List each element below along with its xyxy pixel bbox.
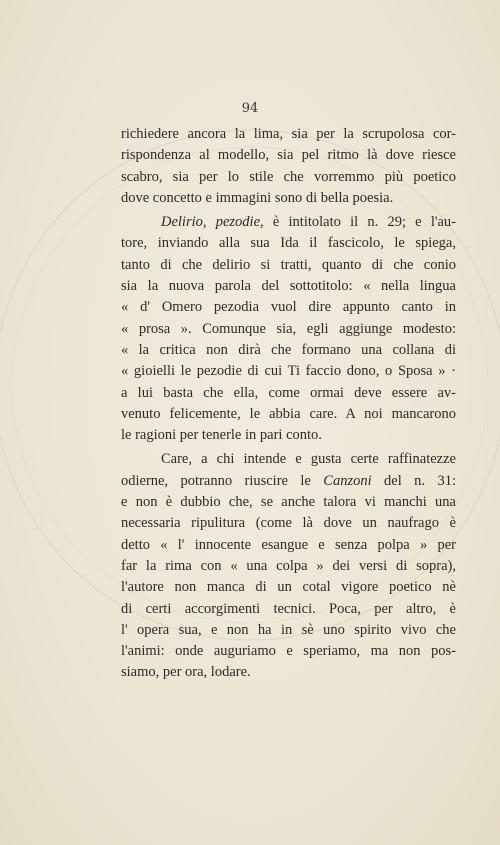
text-line: [121, 319, 456, 340]
text-run: siamo, per ora, lodare.: [121, 664, 251, 681]
text-run: tore, inviando alla sua Ida il fascicolo, le spiega,: [121, 235, 456, 252]
text-run: « gioielli le pezodie di cui Ti faccio dono, o Sposa » ·: [121, 363, 456, 380]
text-run: necessaria ripulitura (come là dove un naufrago è: [121, 515, 456, 532]
text-line: [121, 124, 456, 145]
paragraph: [121, 124, 456, 209]
italic-text: Delirio, pezodie,: [161, 214, 264, 231]
text-run: detto « l' innocente esangue e senza polpa » per: [121, 536, 456, 553]
text-line: [121, 145, 456, 166]
text-run: venuto felicemente, le abbia care. A noi mancarono: [121, 405, 456, 422]
paragraph: [121, 449, 456, 683]
text-run: rispondenza al modello, sia pel ritmo là dove riesce: [121, 147, 456, 164]
text-line: [121, 577, 456, 598]
text-line: [121, 212, 456, 233]
text-run: le ragioni per tenerle in pari conto.: [121, 427, 322, 444]
text-line: [121, 662, 456, 683]
text-run: Care, a chi intende e gusta certe raffinatezze: [161, 451, 456, 468]
text-run: e non è dubbio che, se anche talora vi manchi una: [121, 494, 456, 511]
text-line: [121, 535, 456, 556]
text-run: dove concetto e immagini sono di bella poesia.: [121, 189, 394, 206]
page-number: 94: [241, 101, 259, 116]
text-line: [121, 449, 456, 470]
text-line: [121, 641, 456, 662]
text-run: « la critica non dirà che formano una collana di: [121, 341, 456, 358]
text-line: [121, 233, 456, 254]
text-run: odierne, potranno riuscire le: [121, 472, 324, 489]
text-line: [121, 425, 456, 446]
text-line: [121, 255, 456, 276]
text-run: scabro, sia per lo stile che vorremmo più poetico: [121, 168, 456, 185]
text-line: [121, 383, 456, 404]
body-text: [121, 124, 456, 684]
text-line: [121, 167, 456, 188]
italic-text: Canzoni: [323, 472, 372, 489]
text-run: richiedere ancora la lima, sia per la scrupolosa cor-: [121, 126, 456, 142]
text-run: l' opera sua, e non ha in sè uno spirito vivo che: [121, 621, 456, 638]
text-run: del n. 31:: [371, 472, 457, 489]
text-run: l'animi: onde auguriamo e speriamo, ma non pos-: [121, 643, 456, 660]
text-run: di certi accorgimenti tecnici. Poca, per altro, è: [121, 600, 456, 617]
text-run: « d' Omero pezodia vuol dire appunto canto in: [121, 299, 456, 316]
text-line: [121, 361, 456, 382]
text-run: « prosa ». Comunque sia, egli aggiunge modesto:: [121, 320, 456, 337]
text-line: [121, 276, 456, 297]
text-line: [121, 404, 456, 425]
text-line: [121, 513, 456, 534]
text-line: [121, 297, 456, 318]
text-line: [121, 620, 456, 641]
text-line: [121, 471, 456, 492]
text-line: [121, 599, 456, 620]
text-line: [121, 188, 456, 209]
paragraph: [121, 212, 456, 446]
text-run: sia la nuova parola del sottotitolo: « nella lingua: [121, 278, 456, 295]
text-line: [121, 492, 456, 513]
text-run: l'autore non manca di un cotal vigore poetico nè: [121, 579, 456, 596]
text-run: è intitolato il n. 29; e l'au-: [263, 214, 456, 231]
text-run: far la rima con « una colpa » dei versi di sopra),: [121, 557, 456, 574]
text-line: [121, 340, 456, 361]
text-run: tanto di che delirio si tratti, quanto di che conio: [121, 256, 456, 273]
text-line: [121, 556, 456, 577]
text-run: a lui basta che ella, come ormai deve essere av-: [121, 384, 456, 401]
